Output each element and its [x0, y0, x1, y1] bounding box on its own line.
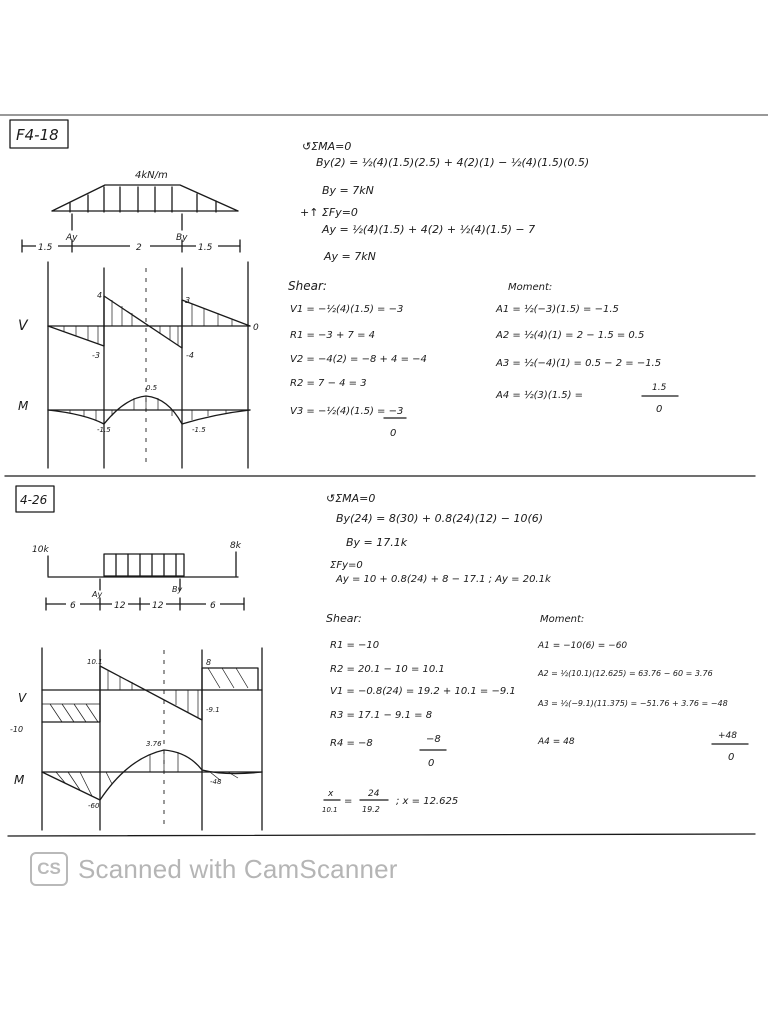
problem1-eq-6: Ay = 7kN	[324, 250, 376, 263]
problem1-m-axis: M	[18, 399, 29, 413]
problem1-v-axis: V	[18, 318, 28, 334]
problem1-v-label-0: 0	[253, 323, 259, 333]
problem2-shear-title: Shear:	[326, 612, 362, 625]
problem2-dim-1: 6	[70, 601, 76, 611]
problem2-shear-calc	[326, 612, 516, 769]
problem1-moment-4: A4 = ½(3)(1.5) =	[496, 390, 584, 401]
problem2-v-label-neg9-1: -9.1	[206, 706, 220, 714]
camscanner-watermark	[30, 852, 398, 886]
problem1-m-label-1: -1.5	[97, 426, 111, 434]
problem1-support-a: Ay	[66, 233, 78, 243]
problem2-shear-end-bottom: 0	[428, 758, 435, 769]
load-envelope	[52, 185, 238, 211]
problem2-moment-2: A2 = ½(10.1)(12.625) = 63.76 − 60 = 3.76	[538, 669, 713, 678]
problem1-shear-3: V2 = −4(2) = −8 + 4 = −4	[290, 354, 427, 365]
problem1-eq-1: ↺ΣMA=0	[302, 140, 352, 153]
problem2-ratio	[322, 789, 458, 814]
problem2-beam	[32, 541, 244, 611]
problem2-moment-end-bottom: 0	[728, 752, 735, 763]
problem1-shear-1: V1 = −½(4)(1.5) = −3	[290, 304, 404, 315]
problem1-moment-2: A2 = ½(4)(1) = 2 − 1.5 = 0.5	[496, 330, 645, 341]
problem2-v-axis: V	[18, 691, 27, 705]
problem1-beam	[22, 170, 240, 253]
problem2-shear-1: R1 = −10	[330, 640, 380, 651]
problem1-dim-2: 2	[136, 243, 142, 253]
problem1-m-label-3: -1.5	[192, 426, 206, 434]
problem1-shear-title: Shear:	[288, 279, 327, 293]
problem1-eq-2: By(2) = ½(4)(1.5)(2.5) + 4(2)(1) − ½(4)(1.5)(0.5)	[316, 156, 590, 169]
problem1-load-label: 4kN/m	[135, 170, 168, 181]
problem2-eq-5: Ay = 10 + 0.8(24) + 8 − 17.1 ; Ay = 20.1k	[336, 574, 551, 585]
problem2-moment-1: A1 = −10(6) = −60	[538, 641, 628, 651]
problem2-dim-2: 12	[114, 601, 126, 611]
problem1-equations	[300, 140, 589, 263]
problem1-shear-4: R2 = 7 − 4 = 3	[290, 378, 367, 389]
problem2-eq-3: By = 17.1k	[346, 536, 408, 549]
problem1-label: F4-18	[16, 126, 59, 144]
ratio-rhs-den: 19.2	[362, 805, 380, 814]
problem1-moment-title: Moment:	[508, 282, 553, 293]
ratio-lhs-num: x	[328, 789, 334, 799]
problem1-diagrams	[18, 262, 259, 468]
problem1-v-label-3: 3	[185, 296, 191, 305]
problem1-dim-1: 1.5	[38, 243, 53, 253]
problem1-m-label-2: 0.5	[146, 384, 158, 392]
problem2-load-8k: 8k	[230, 541, 241, 551]
problem2-moment-3: A3 = ½(−9.1)(11.375) = −51.76 + 3.76 = −48	[538, 699, 728, 708]
watermark-text: Scanned with CamScanner	[78, 853, 398, 884]
problem2-support-b: By	[172, 585, 183, 594]
problem2-eq-2: By(24) = 8(30) + 0.8(24)(12) − 10(6)	[336, 512, 544, 525]
problem2-label: 4-26	[20, 493, 48, 507]
problem2-dim-4: 6	[210, 601, 216, 611]
ratio-result: ; x = 12.625	[396, 796, 459, 807]
problem1-v-label-4: 4	[97, 291, 103, 300]
problem1-eq-4: +↑ ΣFy=0	[300, 206, 358, 219]
ratio-equals: =	[344, 796, 353, 807]
ratio-lhs-den: 10.1	[322, 806, 338, 814]
problem1-eq-5: Ay = ½(4)(1.5) + 4(2) + ½(4)(1.5) − 7	[322, 223, 536, 236]
problem2-shear-5: R4 = −8	[330, 738, 373, 749]
problem1-shear-end: 0	[390, 428, 397, 439]
problem2-shear-4: R3 = 17.1 − 9.1 = 8	[330, 710, 433, 721]
problem2-m-label-3-76: 3.76	[146, 740, 162, 748]
problem1-support-b: By	[176, 233, 188, 243]
problem1-v-label-neg3: -3	[92, 351, 100, 360]
problem1-shear-2: R1 = −3 + 7 = 4	[290, 330, 375, 341]
problem1-shear-calc	[288, 279, 427, 439]
problem2-m-label-neg60: -60	[88, 802, 100, 810]
problem1-shear-5: V3 = −½(4)(1.5) = −3	[290, 406, 404, 417]
problem1-moment-1: A1 = ½(−3)(1.5) = −1.5	[496, 304, 619, 315]
problem2-moment-title: Moment:	[540, 614, 585, 625]
ratio-rhs-num: 24	[368, 789, 380, 799]
problem1-moment-end-bottom: 0	[656, 404, 663, 415]
problem1-v-label-neg4: -4	[186, 351, 194, 360]
camscanner-logo-icon: CS	[30, 852, 68, 886]
problem2-v-label-8: 8	[206, 658, 212, 667]
problem1-moment-end-top: 1.5	[652, 383, 667, 393]
problem1-moment-calc	[495, 282, 678, 415]
problem2-moment-calc	[537, 614, 748, 763]
problem2-shear-2: R2 = 20.1 − 10 = 10.1	[330, 664, 445, 675]
bottom-divider	[8, 834, 755, 836]
problem2-equations	[326, 492, 552, 585]
problem2-moment-4: A4 = 48	[538, 737, 575, 747]
problem2-moment-end-top: +48	[718, 731, 737, 741]
problem2-eq-4: ΣFy=0	[330, 560, 363, 571]
problem2-shear-3: V1 = −0.8(24) = 19.2 + 10.1 = −9.1	[330, 686, 516, 697]
problem2-load-10k: 10k	[32, 545, 49, 555]
problem2-diagrams	[10, 648, 262, 830]
problem2-support-a: Ay	[92, 590, 103, 599]
problem2-shear-end-top: −8	[426, 734, 441, 745]
problem2-eq-1: ↺ΣMA=0	[326, 492, 376, 505]
problem2-v-label-neg10: -10	[10, 725, 24, 734]
problem2-m-label-neg48: -48	[210, 778, 222, 786]
problem2-v-label-10-1: 10.1	[87, 658, 103, 666]
problem1-eq-3: By = 7kN	[322, 184, 374, 197]
problem1-dim-3: 1.5	[198, 243, 213, 253]
problem1-moment-3: A3 = ½(−4)(1) = 0.5 − 2 = −1.5	[496, 358, 662, 369]
problem2-m-axis: M	[14, 773, 25, 787]
problem2-dim-3: 12	[152, 601, 164, 611]
